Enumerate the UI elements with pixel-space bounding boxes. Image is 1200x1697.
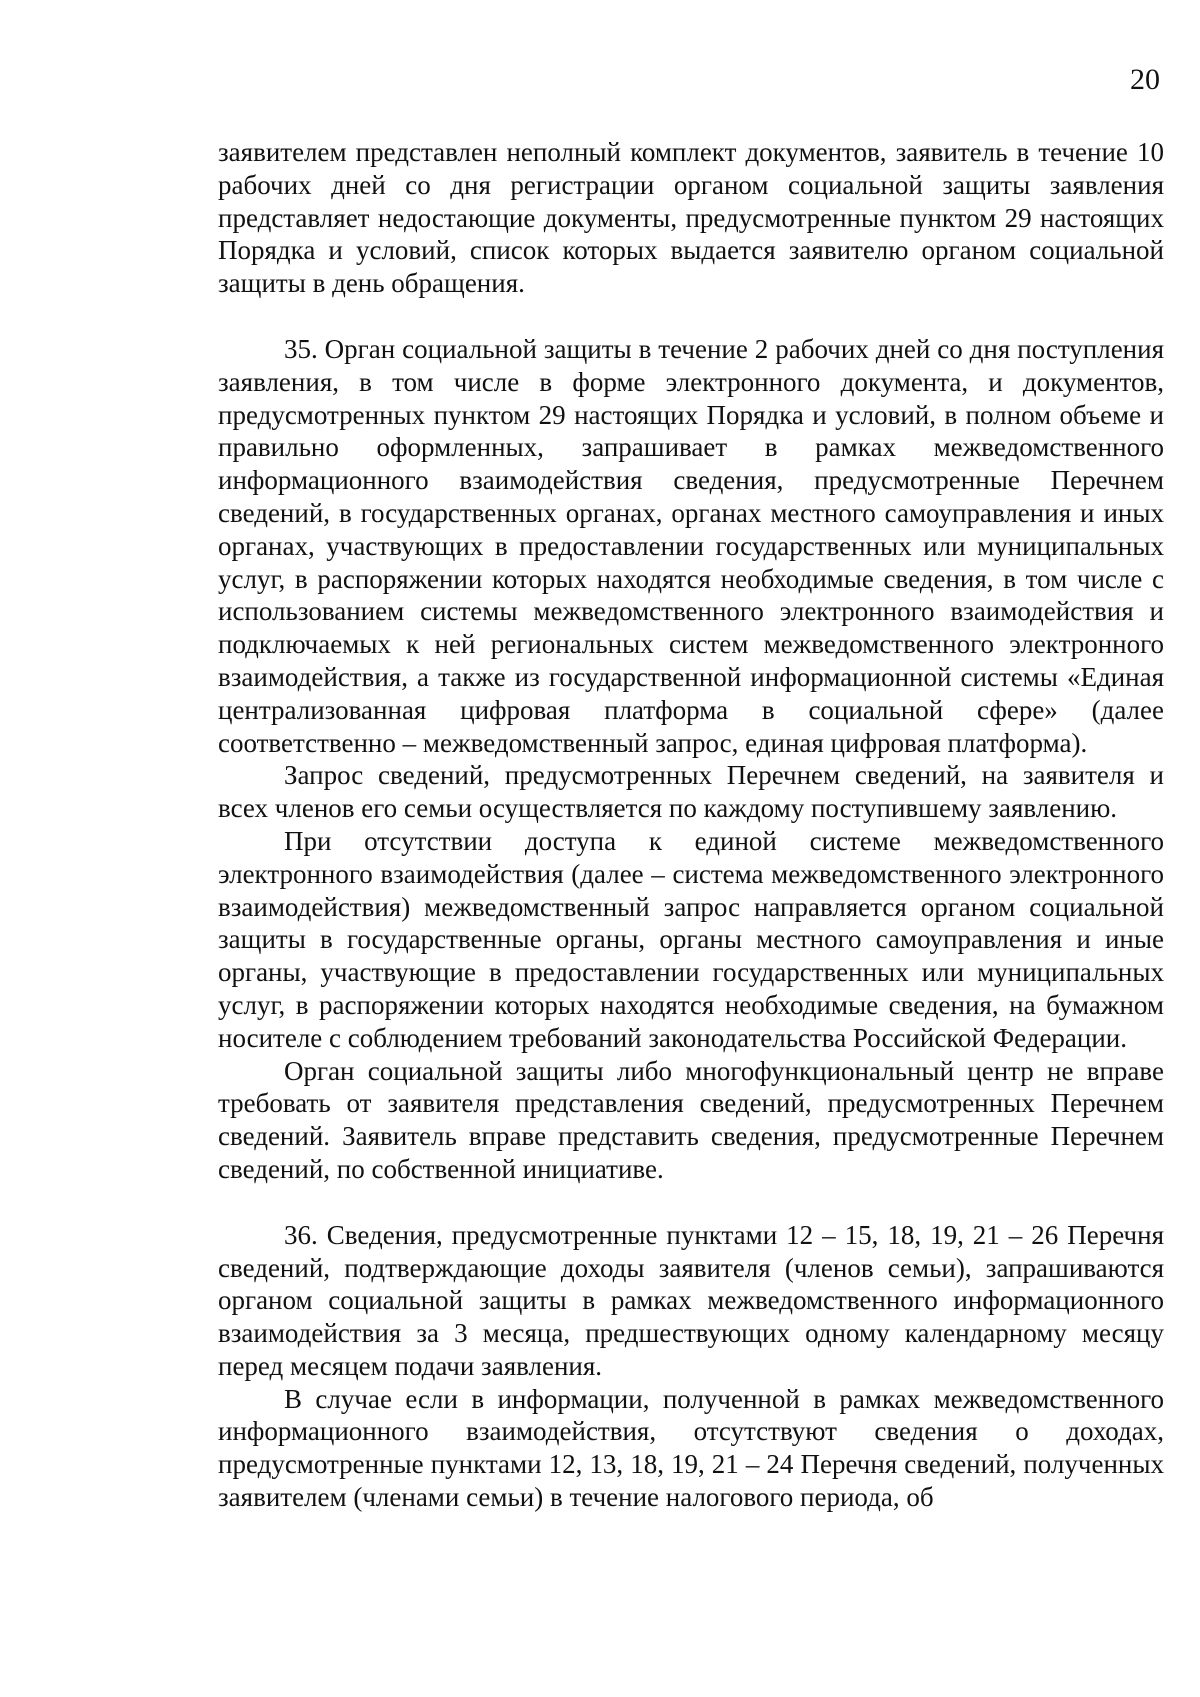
paragraph-item-36: 36. Сведения, предусмотренные пунктами 12 – 15, 18, 19, 21 – 26 Перечня сведений, подтверждающие доходы заявителя (членов семьи), запрашиваются органом социальной защиты в рамках межведомственного информационного взаимодействия за 3 месяца, предшествующих одному календарному месяцу перед месяцем подачи заявления. <box>218 1219 1164 1381</box>
page-number: 20 <box>1130 63 1160 96</box>
paragraph-request-info: Запрос сведений, предусмотренных Перечнем сведений, на заявителя и всех членов его семьи осуществляется по каждому поступившему заявлению. <box>218 760 1164 824</box>
document-body <box>218 136 1164 1514</box>
paragraph-if-absent: В случае если в информации, полученной в рамках межведомственного информационного взаимодействия, отсутствуют сведения о доходах, предусмотренные пунктами 12, 13, 18, 19, 21 – 24 Перечня сведений, полученных заявителем (членами семьи) в течение налогового периода, об <box>218 1383 1164 1513</box>
paragraph-item-35: 35. Орган социальной защиты в течение 2 рабочих дней со дня поступления заявления, в том числе в форме электронного документа, и документов, предусмотренных пунктом 29 настоящих Порядка и условий, в полном объеме и правильно оформленных, запрашивает в рамках межведомственного информационного взаимодействия сведения, предусмотренные Перечнем сведений, в государственных органах, органах местного самоуправления и иных органах, участвующих в предоставлении государственных или муниципальных услуг, в распоряжении которых находятся необходимые сведения, в том числе с использованием системы межведомственного электронного взаимодействия и подключаемых к ней региональных систем межведомственного электронного взаимодействия, а также из государственной информационной системы «Единая централизованная цифровая платформа в социальной сфере» (далее соответственно – межведомственный запрос, единая цифровая платформа). <box>218 333 1164 758</box>
paragraph-no-access: При отсутствии доступа к единой системе межведомственного электронного взаимодействия (далее – система межведомственного электронного взаимодействия) межведомственный запрос направляется органом социальной защиты в государственные органы, органы местного самоуправления и иные органы, участвующие в предоставлении государственных или муниципальных услуг, в распоряжении которых находятся необходимые сведения, на бумажном носителе с соблюдением требований законодательства Российской Федерации. <box>218 825 1164 1053</box>
paragraph-not-entitled: Орган социальной защиты либо многофункциональный центр не вправе требовать от заявителя представления сведений, предусмотренных Перечнем сведений. Заявитель вправе представить сведения, предусмотренные Перечнем сведений, по собственной инициативе. <box>218 1055 1164 1184</box>
paragraph-continuation: заявителем представлен неполный комплект документов, заявитель в течение 10 рабочих дней со дня регистрации органом социальной защиты заявления представляет недостающие документы, предусмотренные пунктом 29 настоящих Порядка и условий, список которых выдается заявителю органом социальной защиты в день обращения. <box>218 137 1164 299</box>
